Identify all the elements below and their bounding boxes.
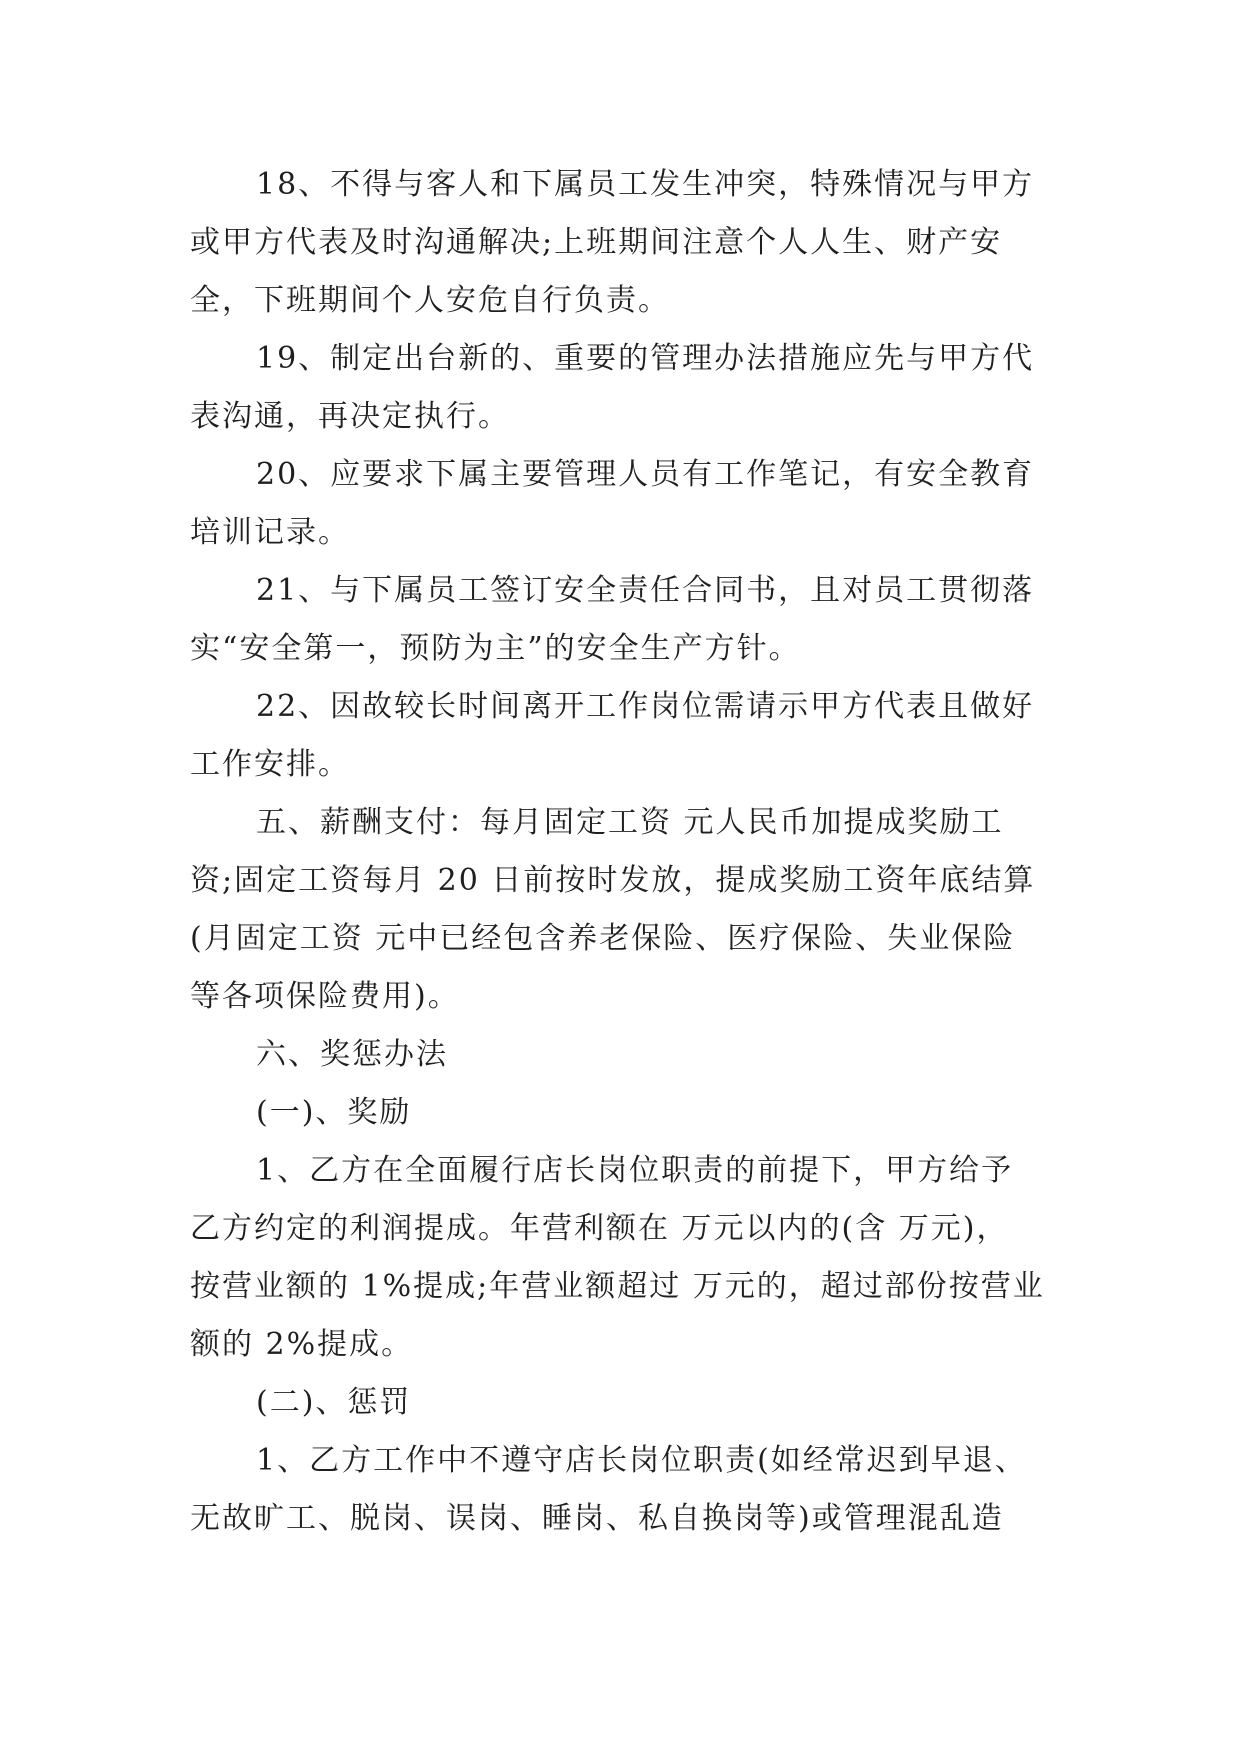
text-line: 1、乙方工作中不遵守店长岗位职责(如经常迟到早退、 [256,1443,1027,1478]
text-line: 资;固定工资每月 20 日前按时发放，提成奖励工资年底结算 [190,863,1036,898]
text-line: 21、与下属员工签订安全责任合同书，且对员工贯彻落 [256,573,1035,608]
text-line: 20、应要求下属主要管理人员有工作笔记，有安全教育 [256,457,1035,492]
text-line: 工作安排。 [190,747,350,782]
text-line: 五、薪酬支付：每月固定工资 元人民币加提成奖励工 [256,805,1004,840]
text-line: 18、不得与客人和下属员工发生冲突，特殊情况与甲方 [256,167,1035,202]
text-line: 22、因故较长时间离开工作岗位需请示甲方代表且做好 [256,689,1035,724]
text-line: 全，下班期间个人安危自行负责。 [190,283,670,318]
text-line: 按营业额的 1%提成;年营业额超过 万元的，超过部份按营业 [190,1269,1045,1304]
subsection-heading: (一)、奖励 [256,1095,412,1130]
section-heading: 六、奖惩办法 [256,1037,448,1072]
text-line: 等各项保险费用)。 [190,979,460,1014]
text-line: 19、制定出台新的、重要的管理办法措施应先与甲方代 [256,341,1035,376]
text-line: 额的 2%提成。 [190,1327,414,1362]
text-line: 实“安全第一，预防为主”的安全生产方针。 [190,631,801,666]
text-line: 或甲方代表及时沟通解决;上班期间注意个人人生、财产安 [190,225,1003,260]
text-line: (月固定工资 元中已经包含养老保险、医疗保险、失业保险 [190,921,1016,956]
text-line: 表沟通，再决定执行。 [190,399,510,434]
text-line: 乙方约定的利润提成。年营利额在 万元以内的(含 万元)， [190,1211,1009,1246]
text-line: 1、乙方在全面履行店长岗位职责的前提下，甲方给予 [256,1153,1014,1188]
text-line: 培训记录。 [190,515,350,550]
text-line: 无故旷工、脱岗、误岗、睡岗、私自换岗等)或管理混乱造 [190,1501,1004,1536]
subsection-heading: (二)、惩罚 [256,1385,412,1420]
